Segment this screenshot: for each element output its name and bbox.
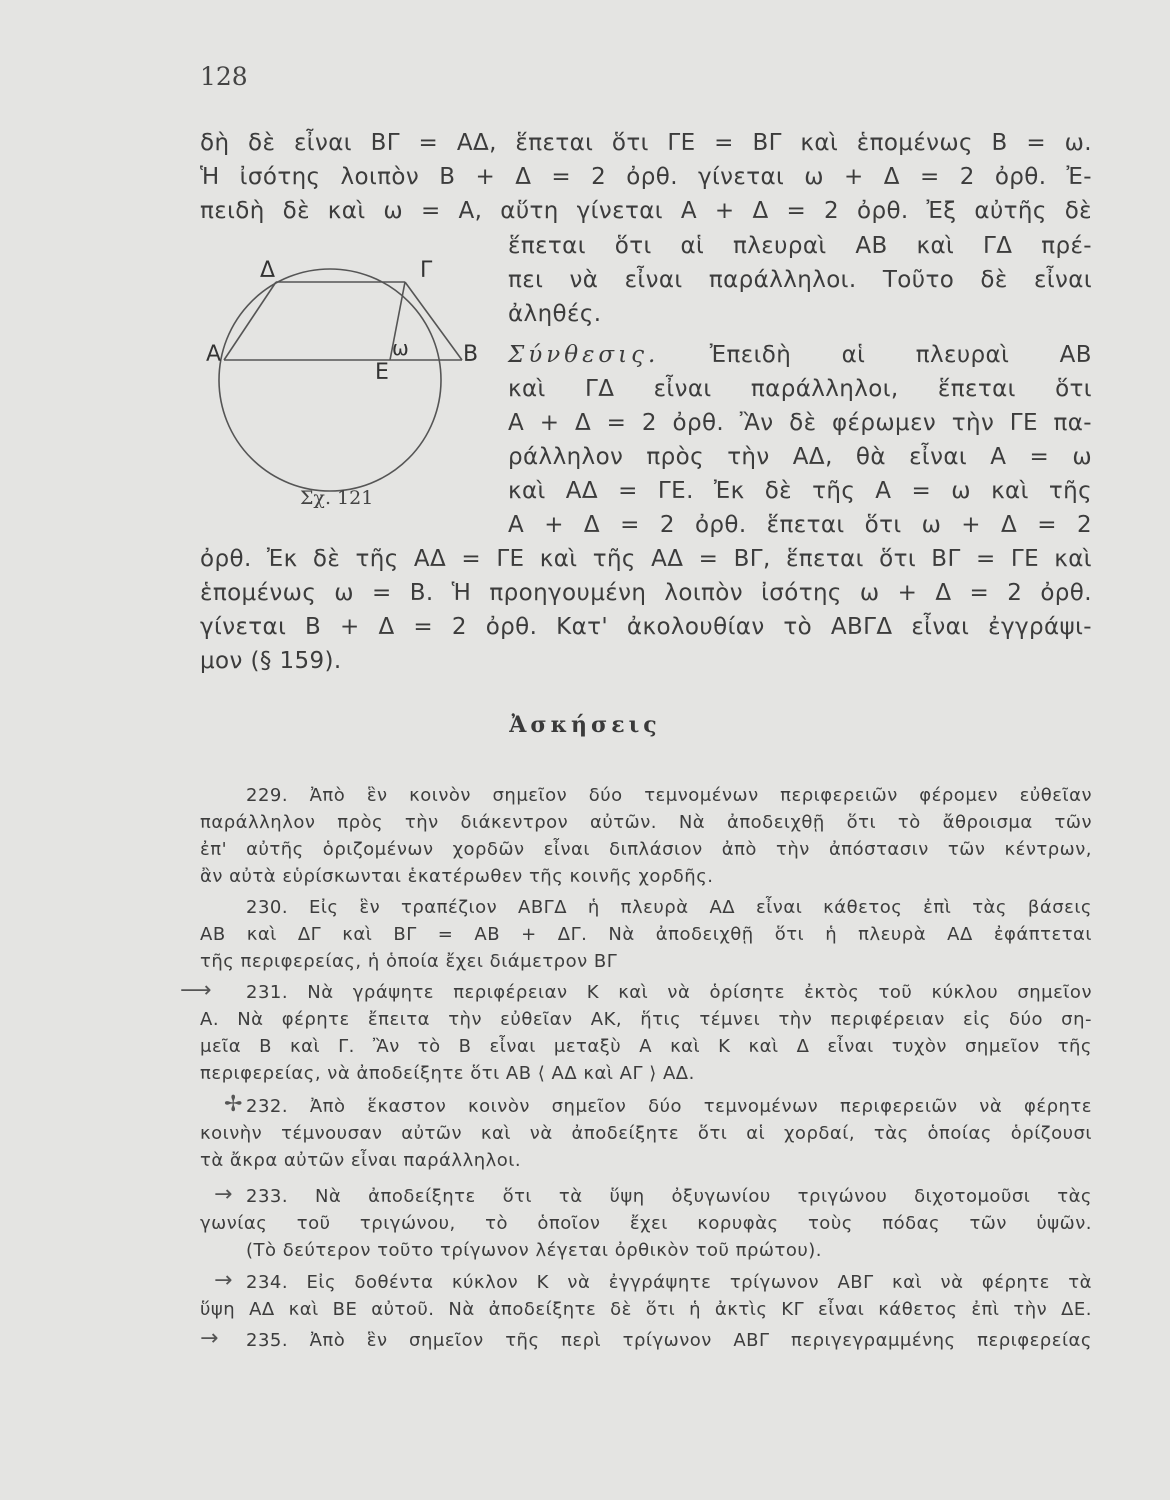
exercise-line: 229. Ἀπὸ ἓν κοινὸν σημεῖον δύο τεμνομένων περιφερειῶν φέρομεν εὐθεῖαν [246, 785, 1092, 806]
circle-diagram [200, 240, 500, 500]
handwritten-arrow-icon: → [214, 1182, 233, 1207]
text-line: δὴ δὲ εἶναι ΒΓ = ΑΔ, ἕπεται ὅτι ΓΕ = ΒΓ καὶ ἑπομένως Β = ω. [200, 130, 1092, 156]
label-omega: ω [392, 336, 409, 360]
exercise-line: 232. Ἀπὸ ἕκαστον κοινὸν σημεῖον δύο τεμνομένων περιφερειῶν νὰ φέρητε [246, 1096, 1092, 1117]
exercise-line: περιφερείας, νὰ ἀποδείξητε ὅτι ΑΒ ⟨ ΑΔ καὶ ΑΓ ⟩ ΑΔ. [200, 1063, 695, 1084]
text-line: ἀληθές. [508, 301, 602, 327]
exercise-line: τὰ ἄκρα αὐτῶν εἶναι παράλληλοι. [200, 1150, 522, 1171]
exercise-line: ΑΒ καὶ ΔΓ καὶ ΒΓ = ΑΒ + ΔΓ. Νὰ ἀποδειχθῇ ὅτι ἡ πλευρὰ ΑΔ ἐφάπτεται [200, 924, 1092, 945]
figure-caption: Σχ. 121 [300, 487, 374, 509]
label-gamma: Γ [420, 258, 433, 283]
text-line: Α + Δ = 2 ὀρθ. ἕπεται ὅτι ω + Δ = 2 [508, 512, 1092, 538]
text-line: ἑπομένως ω = Β. Ἡ προηγουμένη λοιπὸν ἰσότης ω + Δ = 2 ὀρθ. [200, 580, 1092, 606]
section-heading: Ἀσκήσεις [509, 712, 661, 738]
exercise-line: ἐπ' αὐτῆς ὁριζομένων χορδῶν εἶναι διπλάσιον ἀπὸ τὴν ἀπόστασιν τῶν κέντρων, [200, 839, 1092, 860]
label-delta: Δ [260, 258, 276, 283]
label-beta: Β [463, 342, 479, 367]
exercise-line: 233. Νὰ ἀποδείξητε ὅτι τὰ ὕψη ὀξυγωνίου τριγώνου διχοτομοῦσι τὰς [246, 1186, 1092, 1207]
handwritten-arrow-icon: → [200, 1326, 219, 1351]
exercise-line: 230. Εἰς ἓν τραπέζιον ΑΒΓΔ ἡ πλευρὰ ΑΔ εἶναι κάθετος ἐπὶ τὰς βάσεις [246, 897, 1092, 918]
text-line: ὀρθ. Ἐκ δὲ τῆς ΑΔ = ΓΕ καὶ τῆς ΑΔ = ΒΓ, ἕπεται ὅτι ΒΓ = ΓΕ καὶ [200, 546, 1092, 572]
label-epsilon: Ε [375, 360, 389, 385]
exercise-line: 231. Νὰ γράψητε περιφέρειαν Κ καὶ νὰ ὁρίσητε ἐκτὸς τοῦ κύκλου σημεῖον [246, 982, 1092, 1003]
handwritten-star-icon: ✢ [224, 1092, 243, 1117]
text-line: καὶ ΑΔ = ΓΕ. Ἐκ δὲ τῆς Α = ω καὶ τῆς [508, 478, 1092, 504]
exercise-line: κοινὴν τέμνουσαν αὐτῶν καὶ νὰ ἀποδείξητε ὅτι αἱ χορδαί, τὰς ὁποίας ὁρίζουσι [200, 1123, 1092, 1144]
synthesis-line [508, 342, 1092, 368]
circle [219, 269, 441, 491]
text-line: Ἡ ἰσότης λοιπὸν Β + Δ = 2 ὀρθ. γίνεται ω + Δ = 2 ὀρθ. Ἐ- [200, 164, 1092, 190]
label-alpha: Α [206, 342, 222, 367]
side-GB [405, 282, 462, 360]
exercise-line: ὕψη ΑΔ καὶ ΒΕ αὐτοῦ. Νὰ ἀποδείξητε δὲ ὅτι ἡ ἀκτὶς ΚΓ εἶναι κάθετος ἐπὶ τὴν ΔΕ. [200, 1299, 1092, 1320]
text-line: ἕπεται ὅτι αἱ πλευραὶ ΑΒ καὶ ΓΔ πρέ- [508, 233, 1092, 259]
exercise-line: τῆς περιφερείας, ἡ ὁποία ἔχει διάμετρον ΒΓ [200, 951, 618, 972]
exercise-line: ἂν αὐτὰ εὑρίσκωνται ἑκατέρωθεν τῆς κοινῆς χορδῆς. [200, 866, 714, 887]
text-line: μον (§ 159). [200, 648, 342, 674]
side-AD [224, 282, 276, 360]
text-line: ράλληλον πρὸς τὴν ΑΔ, θὰ εἶναι Α = ω [508, 444, 1092, 470]
exercise-line: μεῖα Β καὶ Γ. Ἂν τὸ Β εἶναι μεταξὺ Α καὶ Κ καὶ Δ εἶναι τυχὸν σημεῖον τῆς [200, 1036, 1092, 1057]
synthesis-text: Ἐπειδὴ αἱ πλευραὶ ΑΒ [709, 342, 1092, 368]
exercise-line: 235. Ἀπὸ ἓν σημεῖον τῆς περὶ τρίγωνον ΑΒΓ περιγεγραμμένης περιφερείας [246, 1330, 1092, 1351]
exercise-line: (Τὸ δεύτερον τοῦτο τρίγωνον λέγεται ὀρθικὸν τοῦ πρώτου). [246, 1240, 822, 1261]
exercise-line: γωνίας τοῦ τριγώνου, τὸ ὁποῖον ἔχει κορυφὰς τοὺς πόδας τῶν ὑψῶν. [200, 1213, 1092, 1234]
text-line: Α + Δ = 2 ὀρθ. Ἂν δὲ φέρωμεν τὴν ΓΕ πα- [508, 410, 1092, 436]
text-line: πειδὴ δὲ καὶ ω = Α, αὕτη γίνεται Α + Δ = 2 ὀρθ. Ἐξ αὐτῆς δὲ [200, 198, 1092, 224]
exercise-line: 234. Εἰς δοθέντα κύκλον Κ νὰ ἐγγράψητε τρίγωνον ΑΒΓ καὶ νὰ φέρητε τὰ [246, 1272, 1092, 1293]
exercise-line: παράλληλον πρὸς τὴν διάκεντρον αὐτῶν. Νὰ ἀποδειχθῇ ὅτι τὸ ἄθροισμα τῶν [200, 812, 1092, 833]
text-line: γίνεται Β + Δ = 2 ὀρθ. Κατ' ἀκολουθίαν τὸ ΑΒΓΔ εἶναι ἐγγράψι- [200, 614, 1092, 640]
text-line: καὶ ΓΔ εἶναι παράλληλοι, ἕπεται ὅτι [508, 376, 1092, 402]
page-number: 128 [200, 62, 248, 91]
handwritten-arrow-icon: ⟶ [180, 978, 212, 1003]
exercise-line: Α. Νὰ φέρητε ἔπειτα τὴν εὐθεῖαν ΑΚ, ἥτις τέμνει τὴν περιφέρειαν εἰς δύο ση- [200, 1009, 1092, 1030]
synthesis-label: Σύνθεσις. [508, 342, 660, 368]
handwritten-arrow-icon: → [214, 1268, 233, 1293]
text-line: πει νὰ εἶναι παράλληλοι. Τοῦτο δὲ εἶναι [508, 267, 1092, 293]
